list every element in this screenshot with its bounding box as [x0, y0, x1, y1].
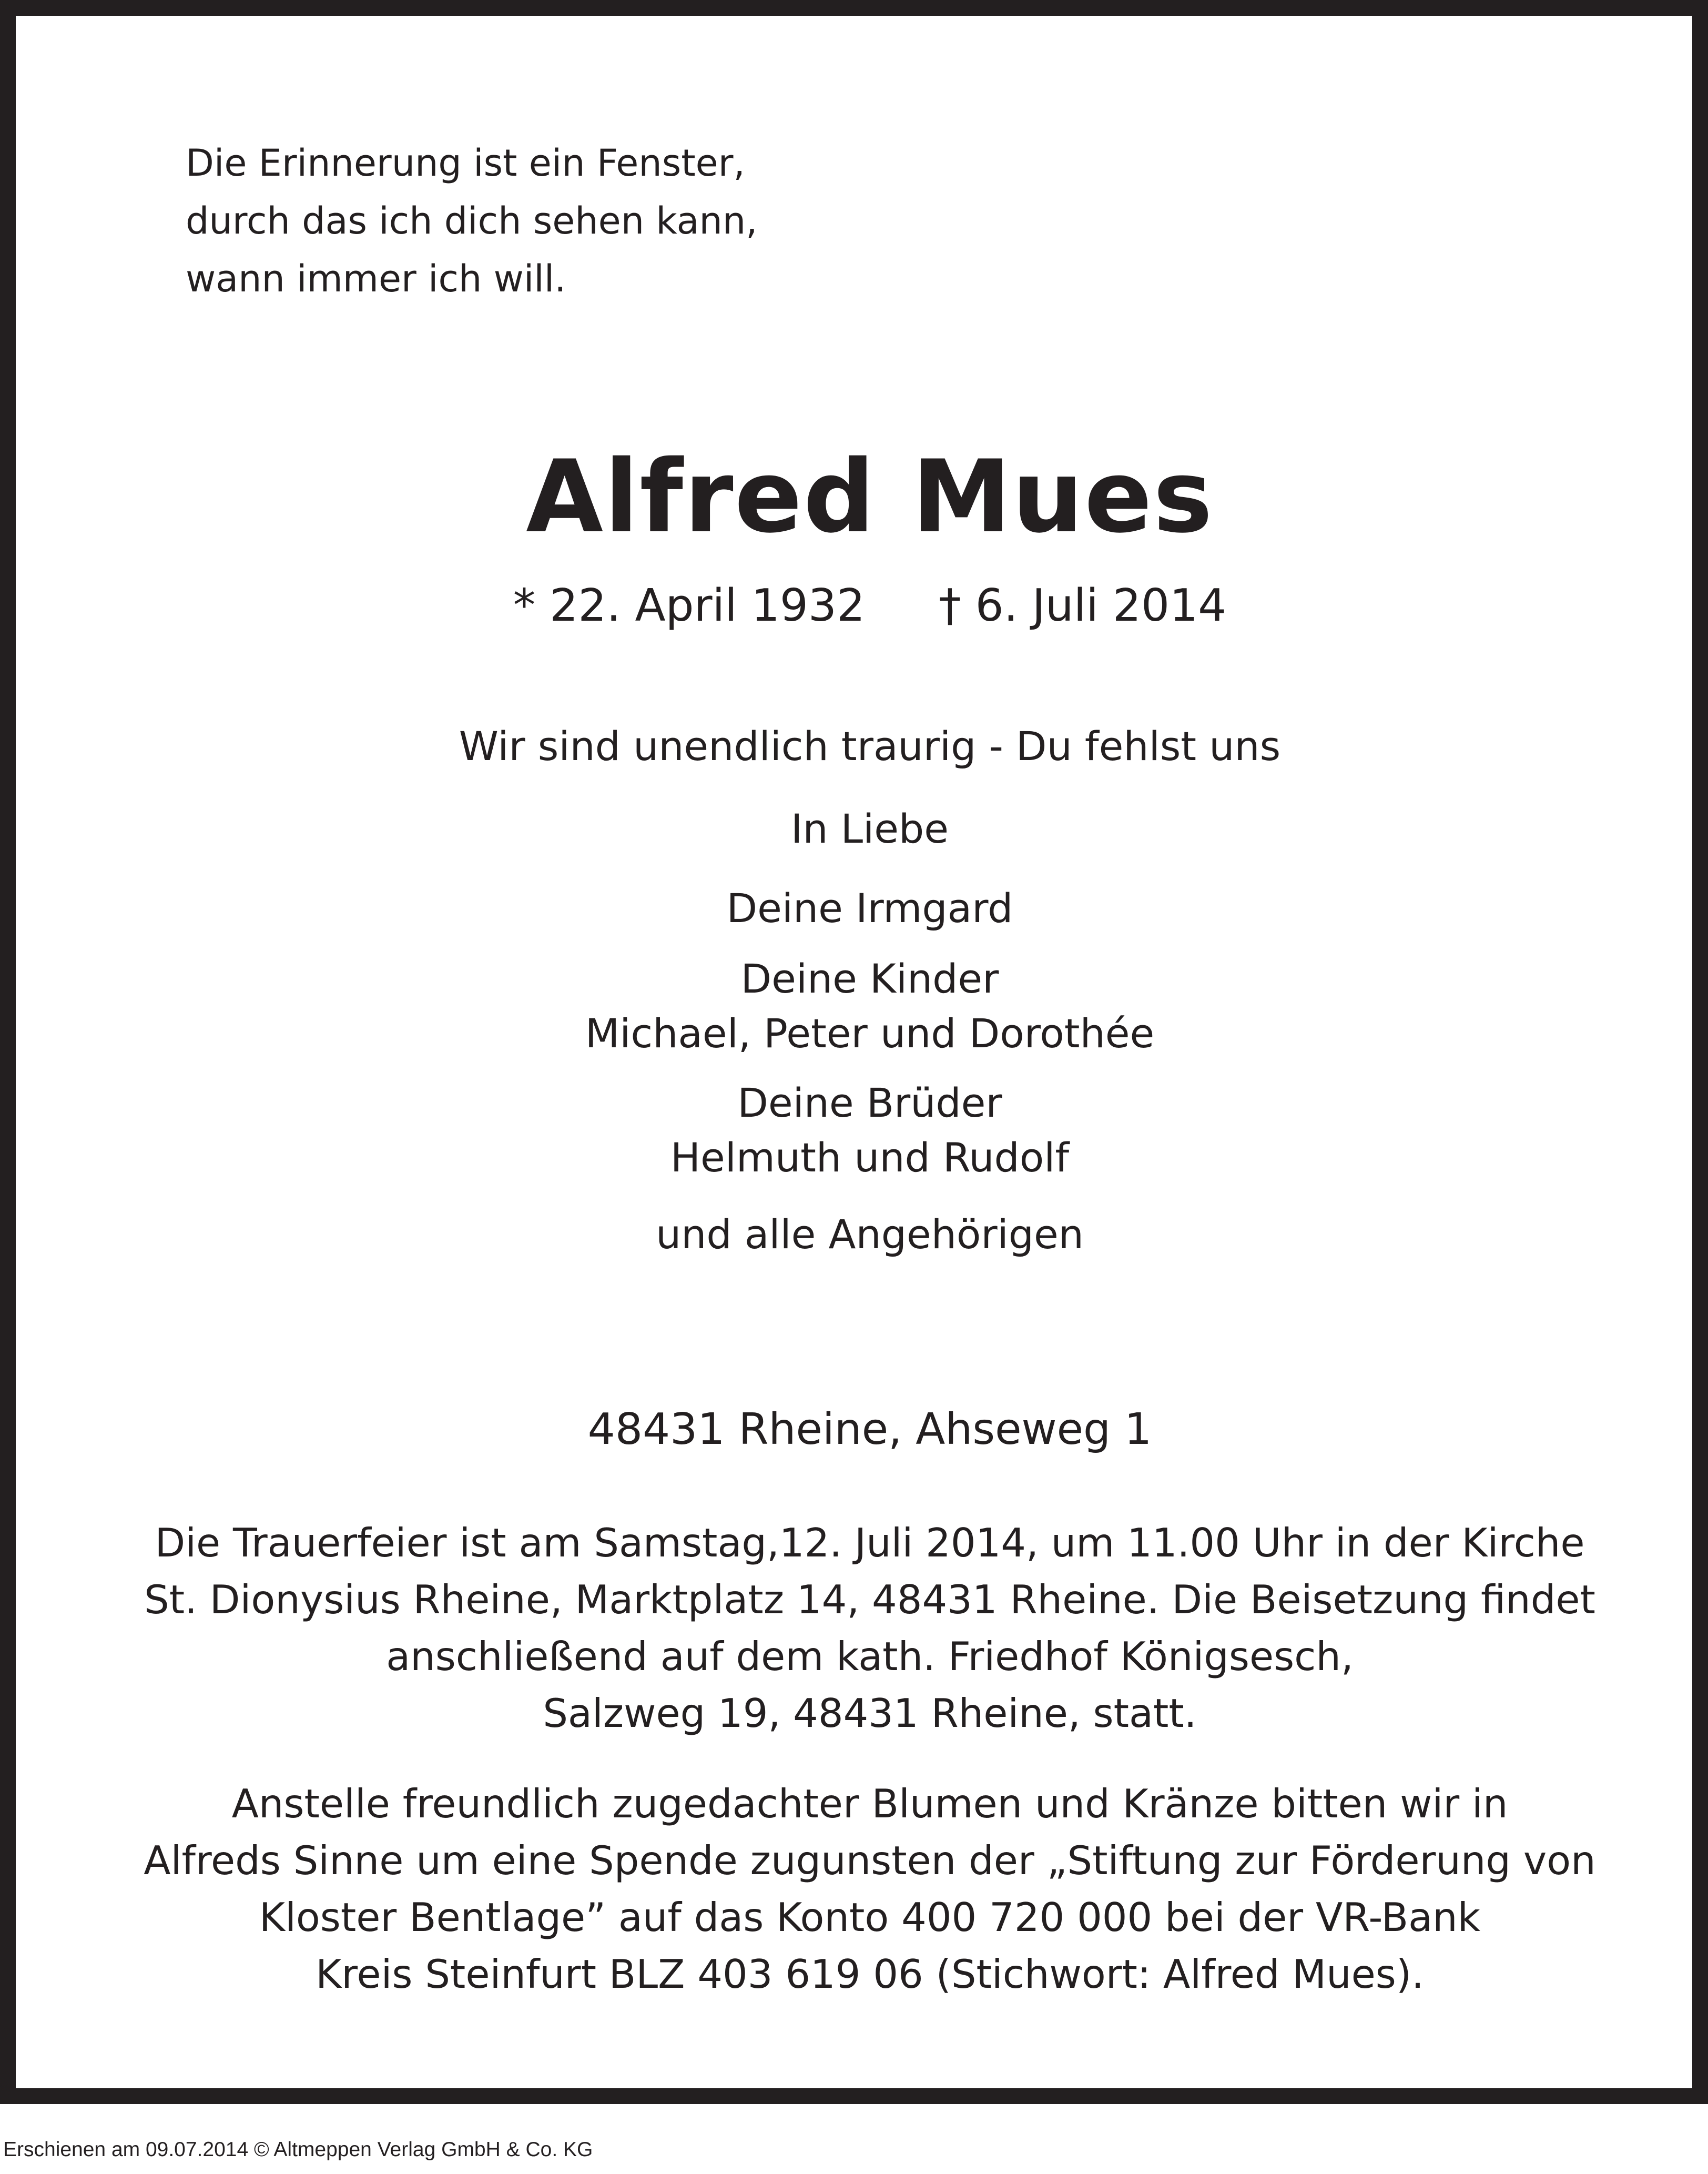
publication-footer: Erschienen am 09.07.2014 © Altmeppen Verlag GmbH & Co. KG	[3, 2138, 593, 2161]
ceremony-line: St. Dionysius Rheine, Marktplatz 14, 48431 Rheine. Die Beisetzung findet	[144, 1576, 1595, 1623]
ceremony-line: Die Trauerfeier ist am Samstag,12. Juli 2014, um 11.00 Uhr in der Kirche	[155, 1520, 1585, 1566]
life-dates	[16, 574, 1708, 638]
children-label: Deine Kinder	[740, 955, 999, 1002]
family-address: 48431 Rheine, Ahseweg 1	[587, 1404, 1152, 1454]
deceased-name: Alfred Mues	[526, 439, 1214, 555]
opening-quote	[186, 134, 758, 308]
ceremony-line: anschließend auf dem kath. Friedhof Königsesch,	[386, 1633, 1354, 1680]
brothers-names: Helmuth und Rudolf	[670, 1134, 1070, 1181]
donation-notice	[16, 1775, 1708, 2003]
mourner-others: und alle Angehörigen	[656, 1211, 1084, 1258]
donation-line: Kreis Steinfurt BLZ 403 619 06 (Stichwort: Alfred Mues).	[316, 1951, 1424, 1997]
ceremony-line: Salzweg 19, 48431 Rheine, statt.	[543, 1690, 1197, 1736]
mourner-brothers	[16, 1076, 1708, 1185]
quote-line: durch das ich dich sehen kann,	[186, 199, 758, 242]
donation-line: Kloster Bentlage” auf das Konto 400 720 000 bei der VR-Bank	[259, 1894, 1481, 1940]
ceremony-notice	[16, 1514, 1708, 1742]
signoff: In Liebe	[791, 805, 949, 852]
grief-message: Wir sind unendlich traurig - Du fehlst uns	[459, 723, 1281, 770]
mourner-wife: Deine Irmgard	[726, 885, 1013, 932]
quote-line: Die Erinnerung ist ein Fenster,	[186, 141, 745, 185]
brothers-label: Deine Brüder	[737, 1079, 1002, 1126]
death-date: † 6. Juli 2014	[939, 580, 1227, 632]
mourner-children	[16, 952, 1708, 1061]
children-names: Michael, Peter und Dorothée	[585, 1010, 1155, 1057]
quote-line: wann immer ich will.	[186, 257, 566, 300]
donation-line: Alfreds Sinne um eine Spende zugunsten der „Stiftung zur Förderung von	[144, 1837, 1596, 1884]
donation-line: Anstelle freundlich zugedachter Blumen und Kränze bitten wir in	[231, 1781, 1508, 1827]
birth-date: * 22. April 1932	[513, 580, 866, 632]
